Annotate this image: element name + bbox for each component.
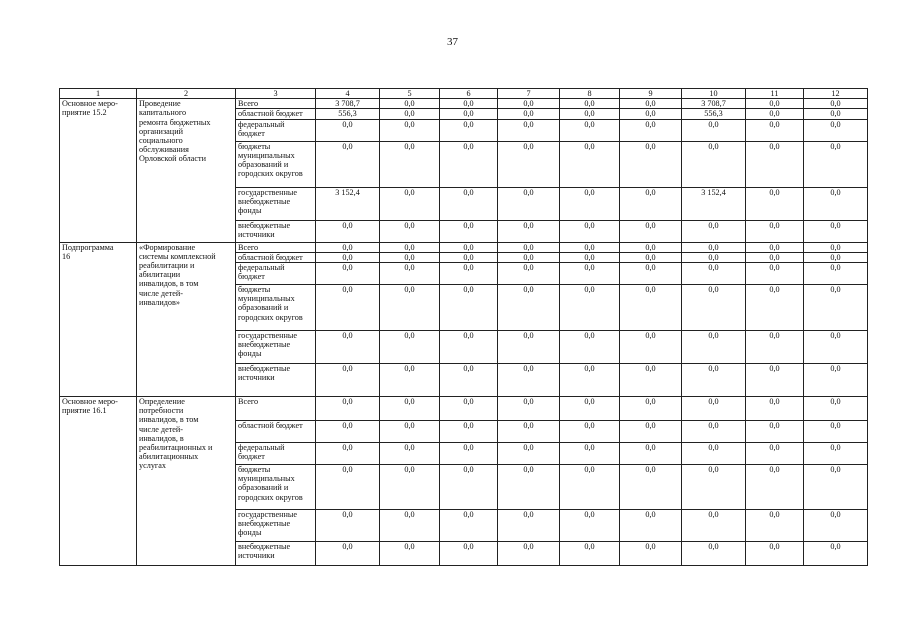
funding-source-line: бюджеты (238, 141, 271, 151)
value-cell: 0,0 (620, 363, 682, 396)
column-header: 9 (620, 89, 682, 99)
column-header: 10 (682, 89, 746, 99)
funding-source-line: областной бюджет (238, 109, 303, 119)
value-cell: 0,0 (682, 141, 746, 187)
value-cell: 0,0 (316, 284, 380, 330)
funding-source-line: муниципальных (238, 150, 295, 160)
value-cell: 0,0 (440, 330, 498, 363)
measure-title-cell (137, 99, 236, 242)
value-cell: 0,0 (804, 330, 868, 363)
funding-source-cell (236, 99, 316, 109)
value-cell: 0,0 (804, 262, 868, 284)
funding-source-line: государственные (238, 330, 298, 340)
funding-source-cell (236, 541, 316, 565)
value-cell: 0,0 (440, 99, 498, 109)
value-cell: 0,0 (440, 109, 498, 119)
value-cell: 0,0 (620, 119, 682, 141)
value-cell: 0,0 (380, 109, 440, 119)
column-header: 5 (380, 89, 440, 99)
value-cell: 0,0 (380, 284, 440, 330)
value-cell: 0,0 (440, 541, 498, 565)
measure-title-cell (137, 242, 236, 396)
measure-title-line: Определение (139, 396, 185, 406)
funding-source-cell (236, 220, 316, 242)
column-header: 6 (440, 89, 498, 99)
measure-name-line: приятие 16.1 (62, 406, 107, 416)
value-cell: 0,0 (560, 363, 620, 396)
table-row (60, 99, 868, 109)
value-cell: 0,0 (380, 420, 440, 442)
measure-title-line: инвалидов, в том (139, 415, 199, 425)
value-cell: 0,0 (380, 252, 440, 262)
value-cell: 0,0 (316, 396, 380, 420)
value-cell: 0,0 (380, 396, 440, 420)
value-cell: 0,0 (746, 284, 804, 330)
value-cell: 0,0 (682, 363, 746, 396)
value-cell: 0,0 (682, 509, 746, 541)
funding-source-cell (236, 141, 316, 187)
funding-source-line: фонды (238, 528, 262, 538)
measure-name-line: приятие 15.2 (62, 108, 107, 118)
measure-title-line: потребности (139, 406, 184, 416)
funding-source-line: Всего (238, 396, 259, 406)
funding-source-line: бюджеты (238, 464, 271, 474)
value-cell: 0,0 (498, 99, 560, 109)
value-cell: 3 152,4 (316, 187, 380, 220)
value-cell: 0,0 (560, 262, 620, 284)
funding-source-cell (236, 420, 316, 442)
value-cell: 0,0 (560, 220, 620, 242)
value-cell: 0,0 (620, 242, 682, 252)
value-cell: 0,0 (560, 464, 620, 509)
value-cell: 0,0 (560, 109, 620, 119)
value-cell: 3 708,7 (316, 99, 380, 109)
value-cell: 0,0 (440, 396, 498, 420)
funding-source-line: фонды (238, 349, 262, 359)
value-cell: 0,0 (804, 541, 868, 565)
value-cell: 0,0 (440, 464, 498, 509)
value-cell: 0,0 (682, 252, 746, 262)
column-number-row (60, 89, 868, 99)
measure-name-line: Основное меро- (62, 99, 118, 109)
funding-source-line: городских округов (238, 169, 303, 179)
funding-source-line: муниципальных (238, 294, 295, 304)
column-header: 2 (137, 89, 236, 99)
measure-title-line: реабилитации и (139, 260, 195, 270)
value-cell: 0,0 (440, 284, 498, 330)
value-cell: 0,0 (440, 442, 498, 464)
value-cell: 0,0 (440, 509, 498, 541)
funding-source-line: Всего (238, 99, 259, 109)
value-cell: 0,0 (620, 464, 682, 509)
value-cell: 0,0 (620, 109, 682, 119)
funding-source-line: бюджеты (238, 284, 271, 294)
value-cell: 0,0 (316, 141, 380, 187)
measure-title-line: абилитационных (139, 452, 199, 462)
value-cell: 0,0 (804, 109, 868, 119)
funding-source-cell (236, 109, 316, 119)
value-cell: 0,0 (682, 442, 746, 464)
page-number: 37 (447, 36, 458, 48)
funding-source-line: федеральный (238, 119, 285, 129)
measure-title-line: инвалидов» (139, 297, 180, 307)
value-cell: 0,0 (316, 262, 380, 284)
funding-source-line: областной бюджет (238, 420, 303, 430)
value-cell: 0,0 (560, 242, 620, 252)
value-cell: 0,0 (380, 187, 440, 220)
value-cell: 0,0 (498, 220, 560, 242)
column-header: 8 (560, 89, 620, 99)
value-cell: 0,0 (380, 141, 440, 187)
value-cell: 0,0 (804, 119, 868, 141)
funding-source-line: внебюджетные (238, 220, 291, 230)
funding-source-cell (236, 187, 316, 220)
measure-name-line: Подпрограмма (62, 242, 114, 252)
funding-source-line: внебюджетные (238, 340, 291, 350)
value-cell: 0,0 (498, 363, 560, 396)
funding-source-cell (236, 363, 316, 396)
value-cell: 0,0 (746, 330, 804, 363)
value-cell: 0,0 (620, 187, 682, 220)
funding-source-line: образований и (238, 483, 289, 493)
value-cell: 0,0 (498, 541, 560, 565)
value-cell: 0,0 (380, 220, 440, 242)
value-cell: 0,0 (746, 242, 804, 252)
funding-source-line: источники (238, 229, 275, 239)
funding-source-cell (236, 119, 316, 141)
value-cell: 0,0 (746, 420, 804, 442)
value-cell: 0,0 (498, 330, 560, 363)
value-cell: 0,0 (746, 220, 804, 242)
funding-source-cell (236, 509, 316, 541)
value-cell: 0,0 (316, 509, 380, 541)
value-cell: 0,0 (746, 141, 804, 187)
value-cell: 0,0 (746, 442, 804, 464)
funding-source-cell (236, 442, 316, 464)
value-cell: 0,0 (380, 541, 440, 565)
value-cell: 3 152,4 (682, 187, 746, 220)
value-cell: 0,0 (316, 541, 380, 565)
measure-title-line: Орловской области (139, 154, 206, 164)
funding-source-line: образований и (238, 159, 289, 169)
budget-table (59, 88, 868, 566)
funding-source-line: Всего (238, 242, 259, 252)
value-cell: 0,0 (620, 141, 682, 187)
value-cell: 0,0 (746, 396, 804, 420)
value-cell: 0,0 (682, 242, 746, 252)
value-cell: 0,0 (560, 509, 620, 541)
value-cell: 0,0 (746, 464, 804, 509)
value-cell: 0,0 (804, 242, 868, 252)
funding-source-cell (236, 330, 316, 363)
funding-source-line: источники (238, 551, 275, 561)
funding-source-line: муниципальных (238, 474, 295, 484)
value-cell: 0,0 (682, 119, 746, 141)
column-header: 12 (804, 89, 868, 99)
value-cell: 0,0 (560, 99, 620, 109)
funding-source-line: федеральный (238, 262, 285, 272)
column-header: 11 (746, 89, 804, 99)
value-cell: 0,0 (498, 141, 560, 187)
value-cell: 0,0 (440, 119, 498, 141)
value-cell: 0,0 (620, 262, 682, 284)
value-cell: 0,0 (498, 109, 560, 119)
value-cell: 0,0 (440, 141, 498, 187)
funding-source-line: городских округов (238, 492, 303, 502)
value-cell: 0,0 (498, 119, 560, 141)
value-cell: 0,0 (316, 252, 380, 262)
funding-source-line: областной бюджет (238, 252, 303, 262)
value-cell: 556,3 (682, 109, 746, 119)
value-cell: 0,0 (440, 262, 498, 284)
value-cell: 0,0 (620, 330, 682, 363)
measure-title-line: системы комплексной (139, 251, 216, 261)
measure-name-cell (60, 396, 137, 565)
value-cell: 0,0 (682, 396, 746, 420)
funding-source-cell (236, 242, 316, 252)
measure-title-cell (137, 396, 236, 565)
value-cell: 0,0 (746, 109, 804, 119)
value-cell: 0,0 (746, 119, 804, 141)
measure-title-line: услугах (139, 461, 166, 471)
funding-source-line: бюджет (238, 272, 265, 282)
measure-title-line: инвалидов, в (139, 433, 184, 443)
value-cell: 0,0 (316, 363, 380, 396)
value-cell: 0,0 (620, 509, 682, 541)
value-cell: 0,0 (804, 141, 868, 187)
value-cell: 0,0 (746, 262, 804, 284)
column-header: 7 (498, 89, 560, 99)
measure-name-cell (60, 99, 137, 242)
value-cell: 0,0 (804, 464, 868, 509)
table-row (60, 242, 868, 252)
value-cell: 0,0 (620, 284, 682, 330)
funding-source-line: внебюджетные (238, 363, 291, 373)
value-cell: 0,0 (682, 330, 746, 363)
value-cell: 0,0 (380, 242, 440, 252)
value-cell: 0,0 (498, 396, 560, 420)
measure-name-cell (60, 242, 137, 396)
measure-title-line: реабилитационных и (139, 442, 213, 452)
value-cell: 0,0 (620, 442, 682, 464)
measure-title-line: «Формирование (139, 242, 196, 252)
value-cell: 0,0 (316, 464, 380, 509)
funding-source-cell (236, 464, 316, 509)
value-cell: 0,0 (440, 220, 498, 242)
funding-source-line: бюджет (238, 128, 265, 138)
funding-source-line: бюджет (238, 452, 265, 462)
value-cell: 0,0 (804, 220, 868, 242)
value-cell: 0,0 (804, 252, 868, 262)
value-cell: 0,0 (380, 119, 440, 141)
value-cell: 0,0 (440, 420, 498, 442)
value-cell: 0,0 (316, 220, 380, 242)
column-header: 4 (316, 89, 380, 99)
value-cell: 0,0 (498, 252, 560, 262)
value-cell: 0,0 (682, 262, 746, 284)
value-cell: 0,0 (620, 396, 682, 420)
value-cell: 0,0 (746, 541, 804, 565)
value-cell: 0,0 (560, 396, 620, 420)
value-cell: 0,0 (498, 464, 560, 509)
funding-source-line: образований и (238, 303, 289, 313)
value-cell: 0,0 (560, 141, 620, 187)
value-cell: 0,0 (560, 119, 620, 141)
value-cell: 0,0 (804, 509, 868, 541)
value-cell: 0,0 (746, 187, 804, 220)
value-cell: 0,0 (804, 284, 868, 330)
value-cell: 0,0 (316, 442, 380, 464)
value-cell: 0,0 (682, 284, 746, 330)
value-cell: 0,0 (746, 99, 804, 109)
value-cell: 0,0 (380, 509, 440, 541)
value-cell: 0,0 (804, 99, 868, 109)
value-cell: 0,0 (682, 541, 746, 565)
value-cell: 0,0 (560, 442, 620, 464)
value-cell: 0,0 (804, 442, 868, 464)
value-cell: 0,0 (316, 242, 380, 252)
measure-name-line: Основное меро- (62, 396, 118, 406)
measure-name-line: 16 (62, 251, 71, 261)
value-cell: 0,0 (620, 220, 682, 242)
value-cell: 0,0 (804, 420, 868, 442)
funding-source-line: внебюджетные (238, 196, 291, 206)
funding-source-line: источники (238, 373, 275, 383)
value-cell: 0,0 (380, 464, 440, 509)
value-cell: 0,0 (746, 363, 804, 396)
funding-source-line: федеральный (238, 442, 285, 452)
funding-source-cell (236, 252, 316, 262)
value-cell: 0,0 (380, 442, 440, 464)
value-cell: 0,0 (316, 420, 380, 442)
table-row (60, 396, 868, 420)
value-cell: 0,0 (804, 396, 868, 420)
measure-title-line: абилитации (139, 270, 181, 280)
value-cell: 0,0 (560, 541, 620, 565)
value-cell: 0,0 (560, 284, 620, 330)
budget-table-body (60, 89, 868, 566)
value-cell: 0,0 (804, 363, 868, 396)
measure-title-line: числе детей- (139, 424, 184, 434)
column-header: 3 (236, 89, 316, 99)
value-cell: 0,0 (440, 242, 498, 252)
measure-title-line: Проведение (139, 99, 181, 109)
value-cell: 0,0 (380, 363, 440, 396)
funding-source-cell (236, 284, 316, 330)
column-header: 1 (60, 89, 137, 99)
value-cell: 0,0 (560, 420, 620, 442)
value-cell: 0,0 (682, 420, 746, 442)
measure-title-line: инвалидов, в том (139, 279, 199, 289)
value-cell: 0,0 (498, 509, 560, 541)
value-cell: 0,0 (620, 99, 682, 109)
value-cell: 0,0 (746, 509, 804, 541)
value-cell: 0,0 (440, 252, 498, 262)
funding-source-line: фонды (238, 205, 262, 215)
value-cell: 0,0 (498, 420, 560, 442)
measure-title-line: организаций (139, 126, 183, 136)
value-cell: 0,0 (560, 252, 620, 262)
funding-source-line: государственные (238, 509, 298, 519)
funding-source-line: городских округов (238, 312, 303, 322)
value-cell: 0,0 (746, 252, 804, 262)
value-cell: 0,0 (316, 330, 380, 363)
value-cell: 0,0 (380, 262, 440, 284)
value-cell: 0,0 (380, 330, 440, 363)
funding-source-line: внебюджетные (238, 541, 291, 551)
funding-source-line: внебюджетные (238, 519, 291, 529)
value-cell: 3 708,7 (682, 99, 746, 109)
value-cell: 0,0 (380, 99, 440, 109)
value-cell: 0,0 (560, 330, 620, 363)
value-cell: 0,0 (682, 220, 746, 242)
value-cell: 0,0 (498, 262, 560, 284)
value-cell: 0,0 (804, 187, 868, 220)
funding-source-cell (236, 396, 316, 420)
value-cell: 0,0 (440, 187, 498, 220)
value-cell: 0,0 (560, 187, 620, 220)
value-cell: 0,0 (620, 541, 682, 565)
measure-title-line: ремонта бюджетных (139, 117, 211, 127)
value-cell: 556,3 (316, 109, 380, 119)
value-cell: 0,0 (498, 284, 560, 330)
value-cell: 0,0 (498, 187, 560, 220)
measure-title-line: капитального (139, 108, 187, 118)
value-cell: 0,0 (620, 252, 682, 262)
funding-source-cell (236, 262, 316, 284)
measure-title-line: социального (139, 135, 183, 145)
measure-title-line: числе детей- (139, 288, 184, 298)
value-cell: 0,0 (498, 442, 560, 464)
funding-source-line: государственные (238, 187, 298, 197)
value-cell: 0,0 (440, 363, 498, 396)
value-cell: 0,0 (620, 420, 682, 442)
value-cell: 0,0 (498, 242, 560, 252)
measure-title-line: обслуживания (139, 145, 189, 155)
value-cell: 0,0 (316, 119, 380, 141)
value-cell: 0,0 (682, 464, 746, 509)
